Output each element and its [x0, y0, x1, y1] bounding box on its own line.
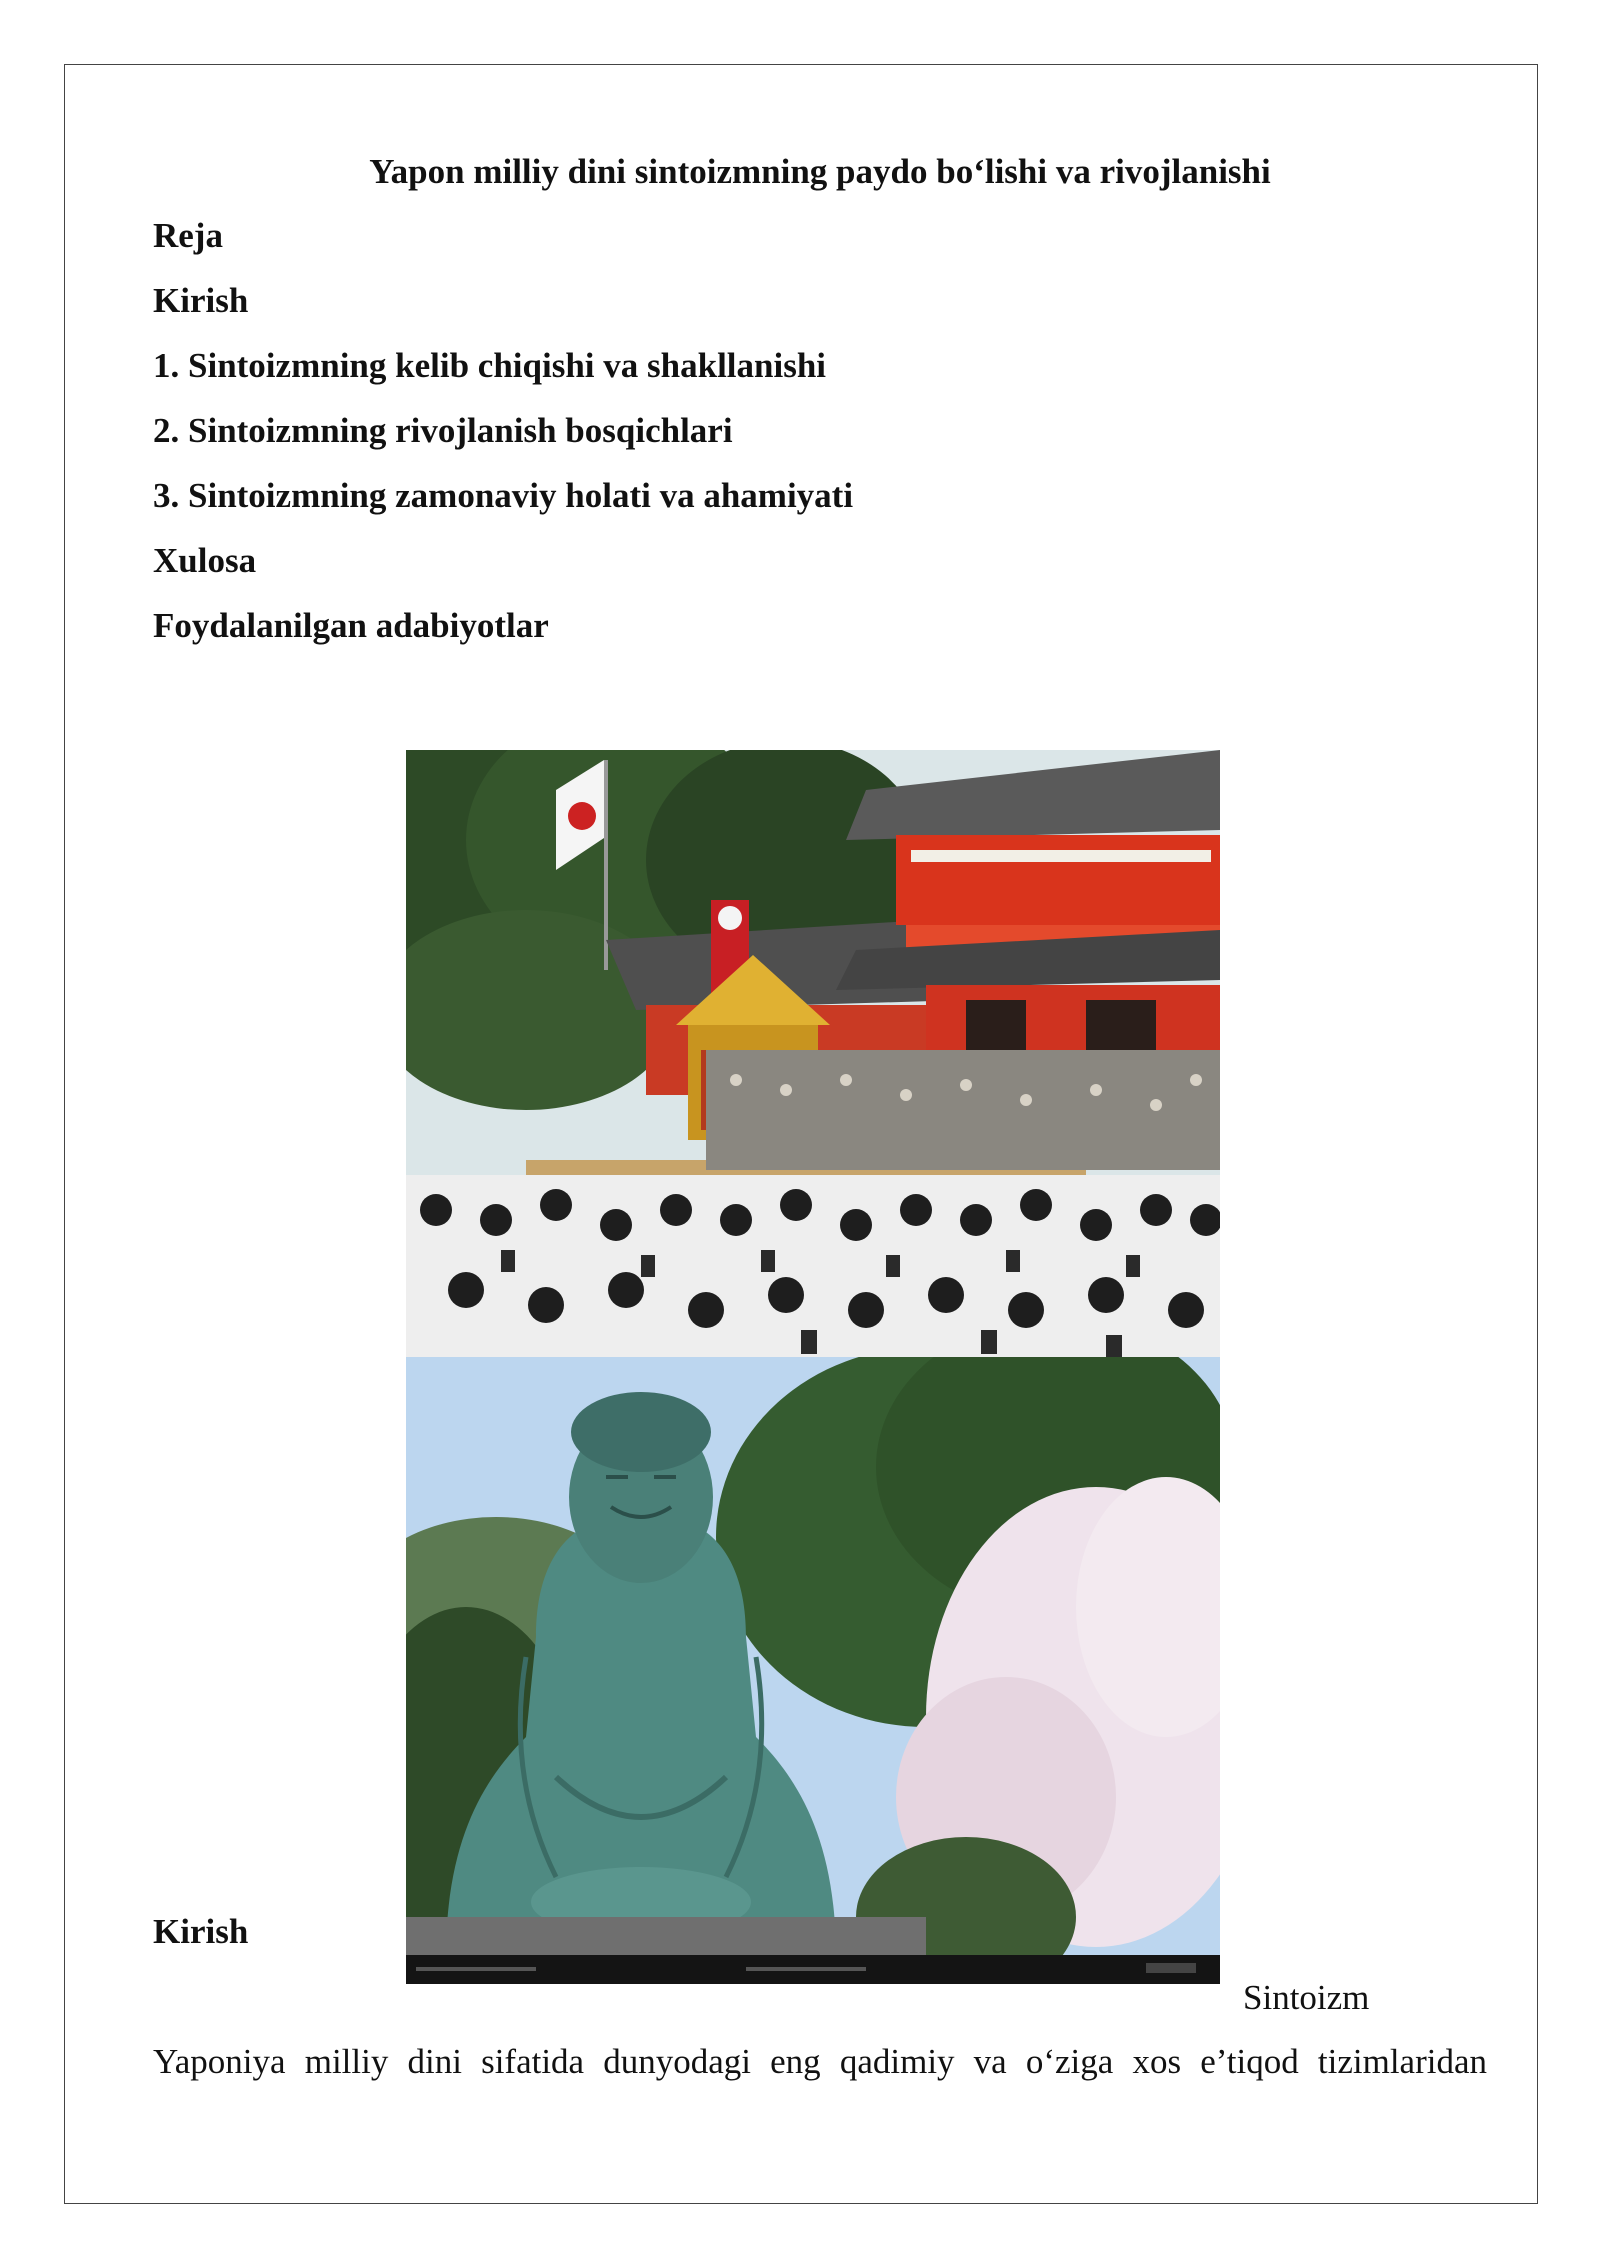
plan-heading: Reja: [153, 216, 223, 255]
plan-item-intro: Kirish: [153, 281, 249, 320]
great-buddha-illustration: [406, 1357, 1220, 1984]
plan-item-3: 3. Sintoizmning zamonaviy holati va ahamiyati: [153, 476, 854, 515]
plan-item-conclusion: Xulosa: [153, 541, 257, 580]
shrine-festival-photo: [406, 750, 1220, 1357]
great-buddha-photo: [406, 1357, 1220, 1984]
shrine-festival-illustration: [406, 750, 1220, 1357]
plan-item-1: 1. Sintoizmning kelib chiqishi va shakllanishi: [153, 346, 827, 385]
intro-paragraph-line: Yaponiya milliy dini sifatida dunyodagi eng qadimiy va o‘ziga xos e’tiqod tizimlaridan: [153, 2042, 1487, 2081]
plan-item-references: Foydalanilgan adabiyotlar: [153, 606, 549, 645]
plan-item-2: 2. Sintoizmning rivojlanish bosqichlari: [153, 411, 733, 450]
intro-caption-word: Sintoizm: [1243, 1978, 1370, 2017]
document-title: Yapon milliy dini sintoizmning paydo bo‘lishi va rivojlanishi: [369, 152, 1271, 191]
intro-heading: Kirish: [153, 1912, 249, 1951]
